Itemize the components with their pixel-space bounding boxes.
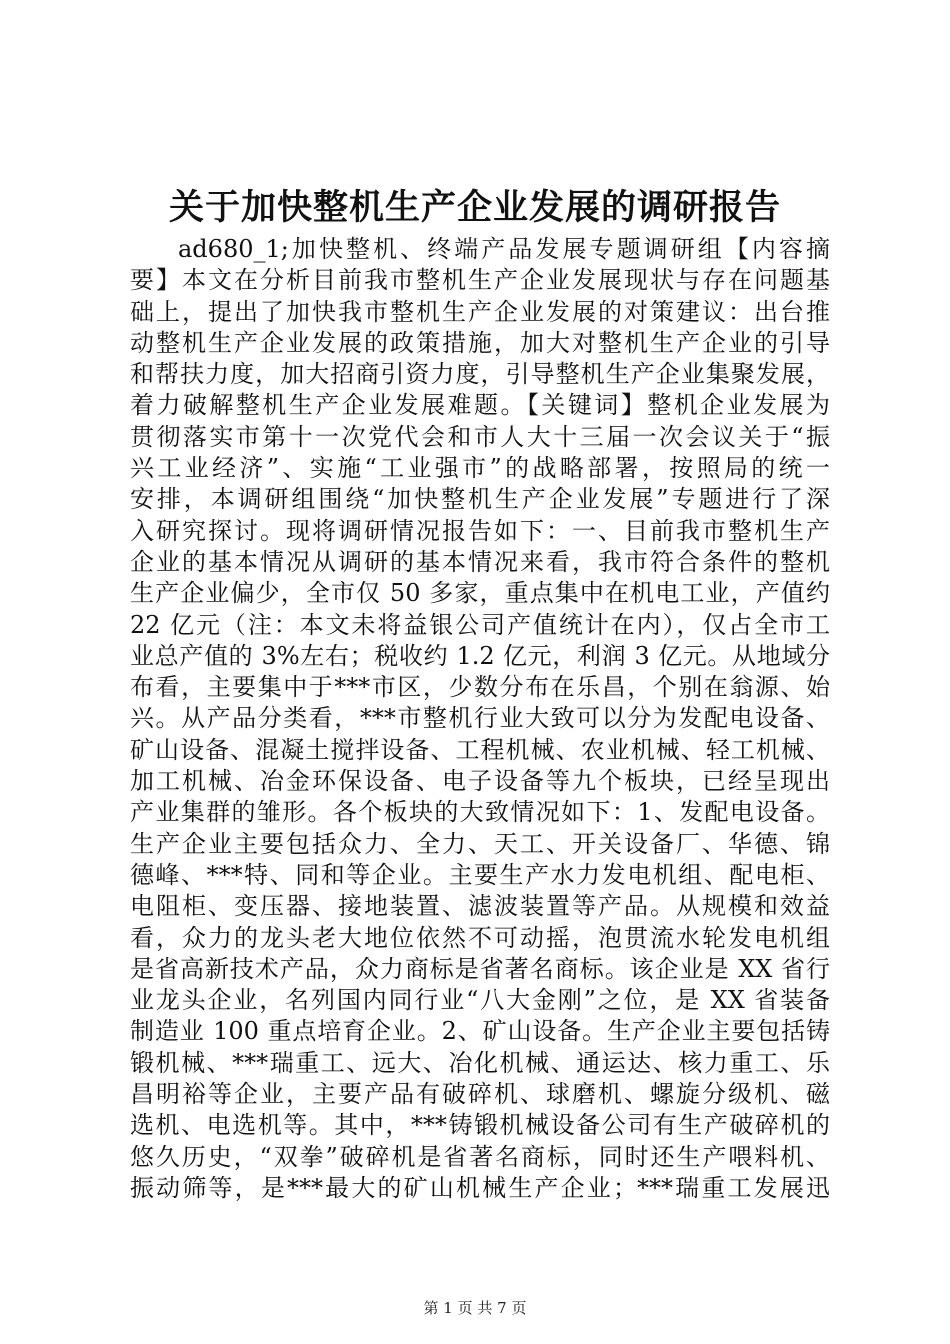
body-line: 企业的基本情况从调研的基本情况来看，我市符合条件的整机 bbox=[130, 547, 830, 576]
body-line: 悠久历史，“双拳”破碎机是省著名商标，同时还生产喂料机、 bbox=[130, 1142, 830, 1171]
page-number-footer: 第 1 页 共 7 页 bbox=[423, 1299, 527, 1317]
body-line: 昌明裕等企业，主要产品有破碎机、球磨机、螺旋分级机、磁 bbox=[130, 1080, 830, 1109]
body-line: 贯彻落实市第十一次党代会和市人大十三届一次会议关于“振 bbox=[130, 422, 830, 451]
body-line: 加工机械、冶金环保设备、电子设备等九个板块，已经呈现出 bbox=[130, 767, 830, 796]
body-line: 布看，主要集中于***市区，少数分布在乐昌，个别在翁源、始 bbox=[130, 673, 830, 702]
document-title: 关于加快整机生产企业发展的调研报告 bbox=[168, 187, 781, 228]
body-line: 础上，提出了加快我市整机生产企业发展的对策建议：出台推 bbox=[130, 297, 830, 326]
body-line: 业龙头企业，名列国内同行业“八大金刚”之位，是 XX 省装备 bbox=[130, 986, 830, 1015]
body-line: 业总产值的 3%左右；税收约 1.2 亿元，利润 3 亿元。从地域分 bbox=[130, 641, 830, 670]
body-line: 德峰、***特、同和等企业。主要生产水力发电机组、配电柜、 bbox=[130, 860, 830, 889]
body-line: 产业集群的雏形。各个板块的大致情况如下：1、发配电设备。 bbox=[130, 798, 830, 827]
body-line: 兴。从产品分类看，***市整机行业大致可以分为发配电设备、 bbox=[130, 704, 830, 733]
document-body bbox=[130, 234, 830, 1204]
body-line: 22 亿元（注：本文未将益银公司产值统计在内），仅占全市工 bbox=[130, 610, 830, 639]
body-line: 入研究探讨。现将调研情况报告如下：一、目前我市整机生产 bbox=[130, 516, 830, 545]
body-line: 生产企业主要包括众力、全力、天工、开关设备厂、华德、锦 bbox=[130, 829, 830, 858]
body-line: 看，众力的龙头老大地位依然不可动摇，泡贯流水轮发电机组 bbox=[130, 923, 830, 952]
body-line: 生产企业偏少，全市仅 50 多家，重点集中在机电工业，产值约 bbox=[130, 579, 830, 608]
body-line: 着力破解整机生产企业发展难题。【关键词】整机企业发展为 bbox=[130, 391, 830, 420]
body-line: 要】本文在分析目前我市整机生产企业发展现状与存在问题基 bbox=[130, 266, 830, 295]
body-line: 电阻柜、变压器、接地装置、滤波装置等产品。从规模和效益 bbox=[130, 892, 830, 921]
body-line: 是省高新技术产品，众力商标是省著名商标。该企业是 XX 省行 bbox=[130, 954, 830, 983]
body-line: 锻机械、***瑞重工、远大、冶化机械、通运达、核力重工、乐 bbox=[130, 1048, 830, 1077]
body-line: 安排，本调研组围绕“加快整机生产企业发展”专题进行了深 bbox=[130, 485, 830, 514]
body-line: 选机、电选机等。其中，***铸锻机械设备公司有生产破碎机的 bbox=[130, 1111, 830, 1140]
body-line: ad680_1;加快整机、终端产品发展专题调研组【内容摘 bbox=[178, 235, 830, 263]
body-line: 振动筛等，是***最大的矿山机械生产企业；***瑞重工发展迅 bbox=[130, 1173, 830, 1202]
body-line: 制造业 100 重点培育企业。2、矿山设备。生产企业主要包括铸 bbox=[130, 1017, 830, 1046]
body-line: 和帮扶力度，加大招商引资力度，引导整机生产企业集聚发展， bbox=[130, 360, 830, 389]
body-line: 矿山设备、混凝土搅拌设备、工程机械、农业机械、轻工机械、 bbox=[130, 735, 830, 764]
body-line: 兴工业经济”、实施“工业强市”的战略部署，按照局的统一 bbox=[130, 454, 830, 483]
body-line: 动整机生产企业发展的政策措施，加大对整机生产企业的引导 bbox=[130, 328, 830, 357]
